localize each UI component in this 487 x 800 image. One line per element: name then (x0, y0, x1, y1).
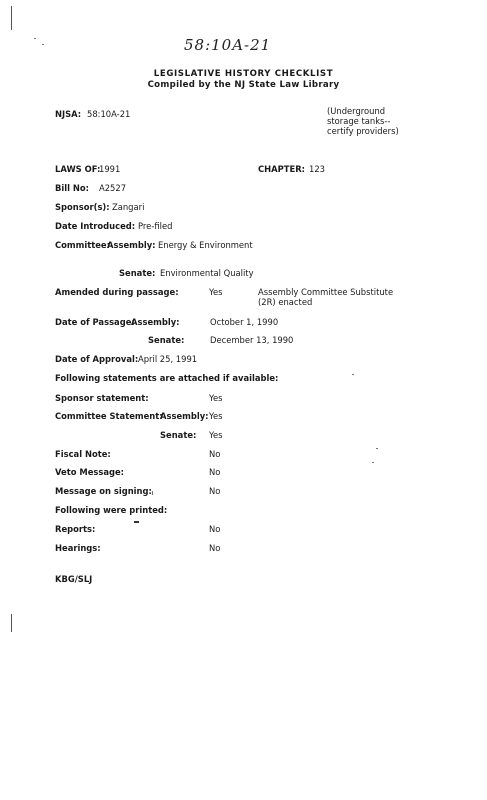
chapter-label: CHAPTER: (258, 164, 306, 174)
description-line-2: storage tanks-- (327, 116, 391, 126)
document-subtitle: Compiled by the NJ State Law Library (147, 80, 340, 90)
scan-speck (134, 521, 139, 523)
committee-statement-senate-label: Senate: (160, 430, 197, 440)
committee-senate-label: Senate: (119, 268, 156, 278)
scan-speck (352, 374, 354, 375)
passage-assembly-label: Assembly: (131, 317, 180, 327)
date-of-passage-label: Date of Passage: (55, 317, 135, 327)
compiler-initials: KBG/SLJ (55, 574, 93, 584)
message-on-signing-value: No (209, 486, 221, 496)
date-of-approval-value: April 25, 1991 (138, 354, 198, 364)
document-title: LEGISLATIVE HISTORY CHECKLIST (153, 69, 334, 79)
sponsor-statement-value: Yes (209, 393, 223, 403)
amended-note-line-1: Assembly Committee Substitute (258, 287, 394, 297)
amended-label: Amended during passage: (55, 287, 179, 297)
committee-label: Committee: (55, 240, 110, 250)
passage-senate-label: Senate: (148, 335, 185, 345)
scan-speck (152, 491, 153, 495)
scan-edge-mark-bottom (11, 614, 12, 632)
passage-senate-date: December 13, 1990 (210, 335, 294, 345)
description-line-1: (Underground (327, 106, 386, 116)
scan-speck (34, 38, 36, 39)
scan-speck (42, 44, 44, 45)
chapter-value: 123 (309, 164, 325, 174)
statements-heading: Following statements are attached if available: (55, 373, 279, 383)
sponsor-statement-label: Sponsor statement: (55, 393, 149, 403)
message-on-signing-label: Message on signing: (55, 486, 152, 496)
njsa-label: NJSA: (55, 109, 82, 119)
printed-heading: Following were printed: (55, 505, 168, 515)
committee-statement-assembly-value: Yes (209, 411, 223, 421)
reports-label: Reports: (55, 524, 96, 534)
amended-note-line-2: (2R) enacted (258, 297, 313, 307)
scan-edge-mark-top (11, 6, 12, 30)
description-line-3: certify providers) (327, 126, 399, 136)
committee-assembly-label: Assembly: (107, 240, 156, 250)
amended-value: Yes (209, 287, 223, 297)
committee-senate-value: Environmental Quality (160, 268, 254, 278)
laws-of-value: 1991 (99, 164, 121, 174)
committee-assembly-value: Energy & Environment (158, 240, 253, 250)
sponsors-label: Sponsor(s): (55, 202, 110, 212)
committee-statement-assembly-label: Assembly: (160, 411, 209, 421)
committee-statement-senate-value: Yes (209, 430, 223, 440)
passage-assembly-date: October 1, 1990 (210, 317, 279, 327)
date-of-approval-label: Date of Approval: (55, 354, 139, 364)
handwritten-statute-number: 58:10A-21 (184, 36, 272, 54)
njsa-value: 58:10A-21 (87, 109, 131, 119)
veto-message-label: Veto Message: (55, 467, 125, 477)
fiscal-note-label: Fiscal Note: (55, 449, 111, 459)
committee-statement-label: Committee Statement: (55, 411, 163, 421)
scan-speck (376, 448, 378, 449)
bill-no-value: A2527 (99, 183, 127, 193)
scan-speck (372, 462, 374, 463)
bill-no-label: Bill No: (55, 183, 90, 193)
date-introduced-label: Date Introduced: (55, 221, 136, 231)
hearings-label: Hearings: (55, 543, 101, 553)
hearings-value: No (209, 543, 221, 553)
sponsors-value: Zangari (112, 202, 145, 212)
veto-message-value: No (209, 467, 221, 477)
reports-value: No (209, 524, 221, 534)
date-introduced-value: Pre-filed (138, 221, 173, 231)
laws-of-label: LAWS OF: (55, 164, 101, 174)
fiscal-note-value: No (209, 449, 221, 459)
